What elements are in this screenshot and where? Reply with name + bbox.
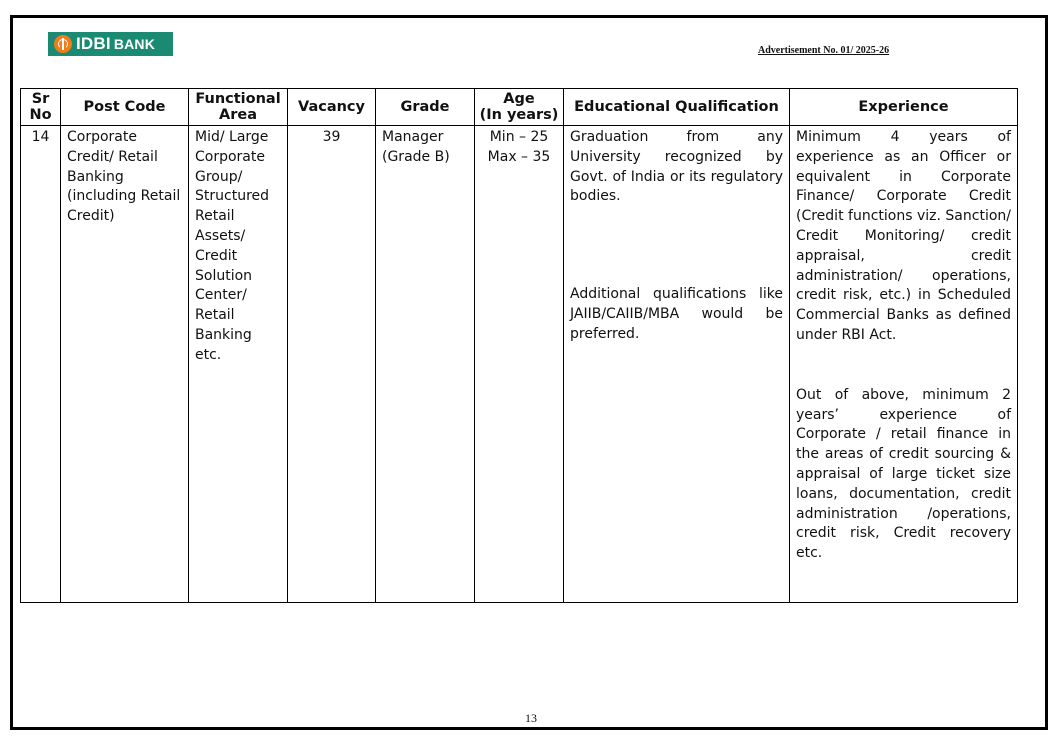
education-paragraph: Graduation from any University recognized by Govt. of India or its regulatory bodies. — [570, 129, 783, 205]
table-header-row — [21, 89, 1018, 126]
header-experience: Experience — [790, 89, 1018, 126]
education-additional-paragraph: Additional qualifications like JAIIB/CAIIB/MBA would be preferred. — [570, 286, 783, 342]
header-sr-no: Sr No — [21, 89, 61, 126]
logo-text — [76, 34, 155, 54]
cell-educational-qualification — [564, 126, 790, 603]
header-educational-qualification: Educational Qualification — [564, 89, 790, 126]
idbi-logo-icon — [54, 35, 72, 53]
advertisement-number: Advertisement No. 01/ 2025-26 — [758, 45, 890, 56]
header-age: Age (In years) — [475, 89, 564, 126]
header-vacancy: Vacancy — [288, 89, 376, 126]
experience-paragraph: Minimum 4 years of experience as an Officer or equivalent in Corporate Finance/ Corporate Credit (Credit functions viz. Sanction/ Credit Monitoring/ credit appraisal, credit administration/ operations, credit risk, etc.) in Scheduled Commercial Banks as defined under RBI Act. — [796, 129, 1011, 343]
logo-text-main: IDBI — [76, 34, 111, 53]
cell-functional-area: Mid/ Large Corporate Group/ Structured Retail Assets/ Credit Solution Center/ Retail Banking etc. — [189, 126, 288, 603]
experience-additional-paragraph: Out of above, minimum 2 years’ experience of Corporate / retail finance in the areas of credit sourcing & appraisal of large ticket size loans, documentation, credit administration /operations, credit risk, Credit recovery etc. — [796, 386, 1011, 562]
cell-post-code: Corporate Credit/ Retail Banking (including Retail Credit) — [61, 126, 189, 603]
cell-experience — [790, 126, 1018, 603]
page-number: 13 — [525, 711, 537, 725]
cell-sr-no: 14 — [21, 126, 61, 603]
header-grade: Grade — [376, 89, 475, 126]
idbi-bank-logo — [48, 32, 173, 56]
header-functional-area: Functional Area — [189, 89, 288, 126]
recruitment-table — [20, 88, 1018, 603]
cell-grade: Manager (Grade B) — [376, 126, 475, 603]
header-post-code: Post Code — [61, 89, 189, 126]
logo-text-sub: BANK — [113, 36, 156, 52]
table-row — [21, 126, 1018, 603]
cell-age: Min – 25 Max – 35 — [475, 126, 564, 603]
cell-vacancy: 39 — [288, 126, 376, 603]
